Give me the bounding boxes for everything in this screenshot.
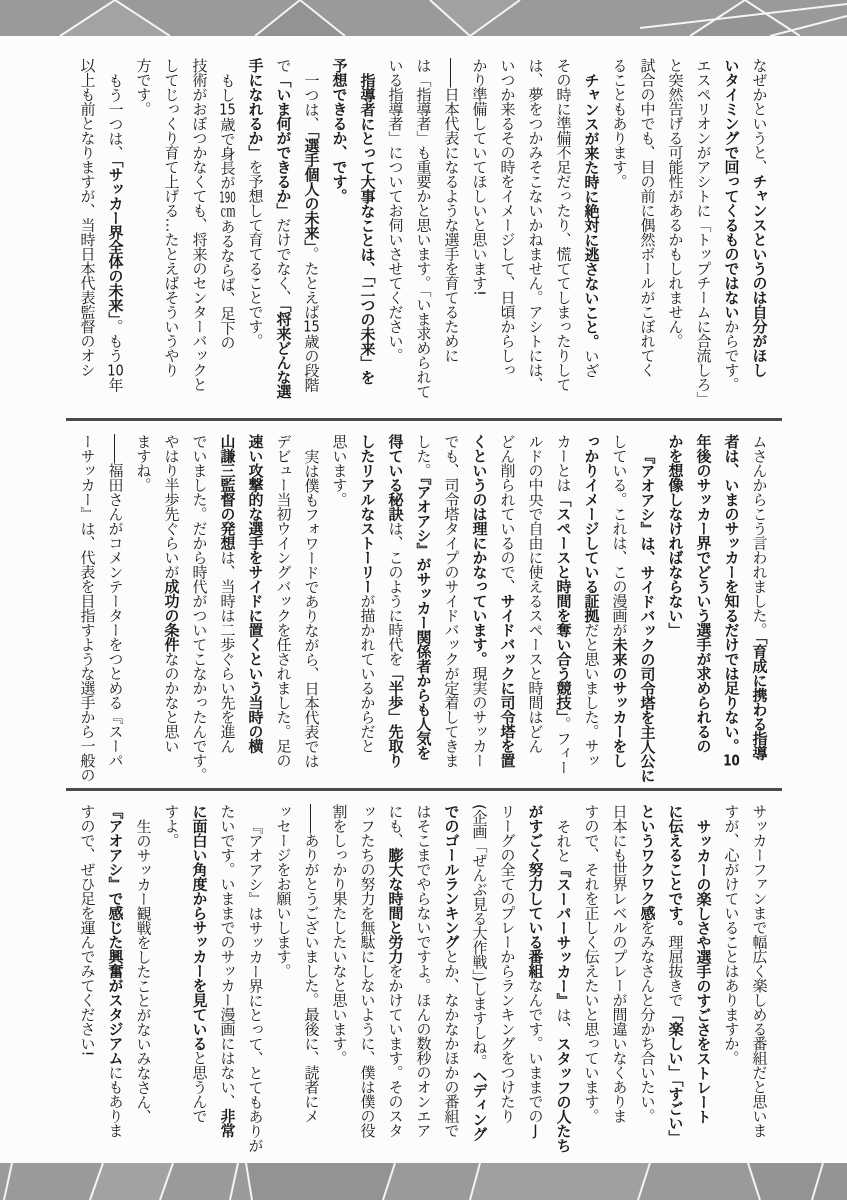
text-run: と思うんで [190,1050,209,1123]
text-run: 。フィー [554,716,573,775]
text-run: J [533,1123,538,1138]
answer-text-column [662,58,690,408]
answer-text-column [438,434,466,784]
text-run: でいました。だから時代がついてこなかったんです。 [190,434,209,782]
text-run: 『スーパーサッカー』 [554,862,573,1008]
text-run: いざ [582,348,601,378]
answer-text-column [606,434,634,784]
text-run: 「選手個人の未来」 [302,131,321,247]
text-run: かり準備していてほしいと思います! [470,58,489,296]
text-run: 試合の中でも、目の前に偶然ボールがこぼれてく [638,58,657,377]
text-run: でも、司令塔タイプのサイドバックが定着してきま [442,434,461,768]
text-run: 「スペースと時間を奪い合う競技」 [554,492,573,717]
text-run: チャンスが来た時に絶対に逃さないこと。 [582,73,601,349]
text-run: 実は僕もフォワードでありながら、日本代表では [302,449,321,768]
text-run: すよ。 [162,804,181,848]
text-run: 10 [107,362,124,378]
answer-text-column [130,434,158,784]
text-run: だと思いました。サッ [582,622,601,768]
text-run: してじっくり育て上げる…たとえばそういうやり [162,58,181,377]
text-run: をかけています。そのスタ [386,963,405,1138]
answer-text-column [186,58,214,408]
text-run: 山謙三監督の発想 [218,434,237,550]
text-run: ーサッカー』は、代表を目指すような選手から一般の [78,434,97,782]
text-run: 。たとえば [302,246,321,319]
text-run: 15 [303,319,320,334]
text-run: それと [554,819,573,863]
text-run: にも、 [386,804,405,848]
text-run: 歳で身長が [218,117,237,190]
answer-text-column [102,58,130,408]
text-run: 手になれるか」 [246,58,265,160]
answer-text-column [354,434,382,784]
text-run: 成功の条件 [162,579,181,652]
answer-text-column [522,58,550,408]
text-run: 『アオアシ』で感じた興奮がスタジアム [106,804,125,1065]
text-run: いつか来るその時をイメージして、日頃からしっ [498,58,517,377]
answer-text-column [690,58,718,408]
text-run: ――日本代表になるような選手を育てるために [442,58,461,363]
answer-text-column [550,58,578,408]
text-run: カーとは [554,434,573,492]
answer-text-column [550,434,578,784]
answer-text-column [298,58,326,408]
bottom-decorative-band [0,1163,847,1200]
text-run: 「いま何ができるか」 [274,72,293,218]
text-run: くというのは理にかなっています。 [470,434,489,666]
text-run: 生のサッカー観戦をしたことがないみなさん、 [134,819,153,1124]
text-run: ッセージをお願いします。 [274,804,293,978]
text-run: と突然告げる可能性があるかもしれません。 [666,58,685,348]
answer-text-column [606,58,634,408]
text-run: ムさんからこう言われました。 [750,434,769,637]
text-run: は、 [554,1007,573,1037]
text-run: 速い攻撃的な選手をサイドに置くという当時の横 [246,434,265,753]
interviewer-question-column [270,804,298,1154]
text-section-bottom [74,804,774,1154]
text-run: チャンスというのは自分がほし [750,174,769,377]
text-run: 10 [723,753,740,768]
answer-text-column [690,434,718,784]
interviewer-question-column [410,58,438,408]
text-run: すので、ぜひ足を運んでみてください! [78,804,97,1057]
text-run: 15 [219,102,236,117]
text-run: でのゴールランキング [442,804,461,949]
answer-text-column [522,804,550,1154]
answer-text-column [214,804,242,1154]
section-divider-1 [66,418,782,421]
text-run: 年後のサッカー界でどういう選手が求められるの [694,434,713,753]
answer-text-column [746,58,774,408]
text-run: は「指導者」も重要かと思います。「いま求められて [414,58,433,399]
text-run: とか、なかなかほかの番組で [442,949,461,1138]
answer-text-column [270,58,298,408]
text-run: 得ている秘訣 [386,434,405,521]
text-run: 膨大な時間と労力 [386,847,405,964]
text-section-top [74,58,774,408]
answer-text-column [578,58,606,408]
answer-text-column [494,434,522,784]
answer-text-column [410,804,438,1154]
text-run: ヘディング [470,1068,489,1141]
answer-text-column [634,58,662,408]
text-run: (企画「ぜんぶ見る大作戦」)しますしね。 [470,804,489,1069]
text-run: 一つは、 [302,73,321,131]
text-run: にもありま [106,1065,125,1138]
text-run: は、夢をつかみそこないかねません。アシトには、 [526,58,545,392]
top-decorative-band [0,0,847,36]
text-run: は、当時は二歩ぐらい先を進ん [218,550,237,753]
answer-text-column [326,804,354,1154]
text-run: 『アオアシ』はサッカー界にとって、とてもありが [246,819,265,1153]
text-run: はそこまでやらないですよ。ほんの数秒のオンエア [414,804,433,1138]
answer-text-column [494,804,522,1154]
answer-text-column [718,434,746,784]
answer-text-column [326,434,354,784]
text-run: 技術がおぼつかなくても、将来のセンターバックと [190,58,209,392]
text-run: 以上も前となりますが、当時日本代表監督のオシ [78,58,97,377]
text-run: サイドバックに司令塔を置 [498,593,517,768]
text-run: なんです。いままでの [526,978,545,1123]
text-run: 「楽しい」「すごい」 [666,1007,685,1145]
text-run: 「育成に携わる指導 [750,637,769,760]
text-run: に伝えることです。 [666,804,685,935]
answer-text-column [522,434,550,784]
answer-text-column [634,434,662,784]
answer-text-column [382,804,410,1154]
text-run: どん削られているので、 [498,434,517,594]
interviewer-question-column [746,804,774,1154]
answer-text-column [74,804,102,1154]
text-run: 予想できるか、です。 [330,58,349,203]
text-run: 日本にも世界レベルのプレーが間違いなくありま [610,804,629,1123]
text-run: 未来のサッカーをし [610,637,629,768]
text-run: かを想像しなければならない」 [666,434,685,637]
answer-text-column [102,804,130,1154]
answer-text-column [466,58,494,408]
text-run: なぜかというと、 [750,58,769,174]
answer-text-column [718,58,746,408]
answer-text-column [354,58,382,408]
text-run: 指導者にとって大事なことは、「二つの未来」を [358,73,377,385]
answer-text-column [270,434,298,784]
answer-text-column [242,804,270,1154]
text-run: サッカーファンまで幅広く楽しめる番組だと思いま [750,804,769,1138]
section-divider-2 [66,788,782,791]
answer-text-column [578,434,606,784]
answer-text-column [242,58,270,408]
text-run: を予想して育てることです。 [246,159,265,348]
text-run: 190 [219,189,236,205]
answer-text-column [130,804,158,1154]
text-run: ることもあります。 [610,58,629,189]
answer-text-column [550,804,578,1154]
text-run: 年 [106,377,125,392]
text-run: リーグの全てのプレーからランキングをつけたり [498,804,517,1123]
text-run: デビュー当初ウイングバックを任されました。足の [274,434,293,768]
text-run: 割をしっかり果たしたいなと思います。 [330,804,349,1065]
answer-text-column [690,804,718,1154]
text-run: からです。 [722,319,741,392]
text-section-middle [74,434,774,784]
answer-text-column [186,804,214,1154]
text-run: っかりイメージしている証拠 [582,434,601,623]
text-run: をみなさんと分かち合いたい。 [638,920,657,1123]
answer-text-column [466,804,494,1154]
text-run: いタイミングで回ってくるものではない [722,58,741,319]
text-run: した。 [414,434,433,478]
text-run: というワクワク感 [638,804,657,920]
text-run: 歳の段階 [302,334,321,392]
answer-text-column [74,58,102,408]
text-run: スタッフの人たち [554,1036,573,1153]
answer-text-column [494,58,522,408]
text-run: ――福田さんがコメンテーターをつとめる『スーパ [106,434,125,768]
text-run: ッフたちの努力を無駄にしないように、僕は僕の役 [358,804,377,1138]
interviewer-question-column [74,434,102,784]
text-run: 理屈抜きで [666,934,685,1007]
answer-text-column [130,58,158,408]
text-run: エスペリオンがアシトに「トップチームに合流しろ」 [694,58,713,406]
text-run: すので、それを正しく伝えたいと思っています。 [582,804,601,1123]
text-run: やはり半歩先ぐらいが [162,434,181,579]
text-run: たいです。いままでのサッカー漫画にはない、 [218,804,237,1109]
answer-text-column [298,434,326,784]
text-run: いる指導者」についてお伺いさせてください。 [386,58,405,363]
answer-text-column [158,804,186,1154]
text-run: もう一つは、 [106,73,125,160]
text-run: 。もう [106,319,125,363]
text-run: 者は、いまのサッカーを知るだけでは足りない。 [722,434,741,753]
text-run: がすごく努力している番組 [526,804,545,978]
answer-text-column [326,58,354,408]
text-run: は、このように時代を [386,521,405,666]
answer-text-column [578,804,606,1154]
interviewer-question-column [298,804,326,1154]
interviewer-question-column [718,804,746,1154]
answer-text-column [158,434,186,784]
text-run: サッカーの楽しさや選手のすごさをストレート [694,819,713,1124]
answer-text-column [662,804,690,1154]
text-run: 思います。 [330,434,349,507]
text-run: 非常 [218,1108,237,1138]
answer-text-column [214,58,242,408]
text-run: ますね。 [134,434,153,492]
answer-text-column [634,804,662,1154]
text-run: だけでなく、 [274,217,293,305]
text-run: ――ありがとうございました。最後に、読者にメ [302,804,321,1123]
text-run: している。これは、この漫画が [610,434,629,637]
text-run: 『アオアシ』がサッカー関係者からも人気を [414,477,433,760]
answer-text-column [466,434,494,784]
text-run: したリアルなストーリー [358,434,377,594]
text-run: なのかなと思い [162,651,181,753]
text-run: 「将来どんな選 [274,304,293,399]
text-run: その時に準備不足だったり、慌ててしまったりして [554,58,573,392]
text-run: ルドの中央で自由に使えるスペースと時間はどん [526,434,545,753]
interviewer-question-column [438,58,466,408]
text-run: 方です。 [134,58,153,116]
text-run: もし [218,73,237,102]
text-run: 「半歩」先取り [386,666,405,768]
text-run: 現実のサッカー [470,666,489,768]
text-run: すが、心がけていることはありますか。 [722,804,741,1065]
text-run: で [274,58,293,73]
answer-text-column [662,434,690,784]
answer-text-column [746,434,774,784]
answer-text-column [606,804,634,1154]
answer-text-column [158,58,186,408]
text-run: 『アオアシ』は、サイドバックの司令塔を主人公に [638,449,657,783]
text-run: ㎝あるならば、足下の [218,204,237,350]
answer-text-column [186,434,214,784]
text-run: 「サッカー界全体の未来」 [106,160,125,319]
answer-text-column [410,434,438,784]
text-run: に面白い角度からサッカーを見ている [190,804,209,1051]
text-run: が描かれているからだと [358,593,377,753]
answer-text-column [438,804,466,1154]
answer-text-column [214,434,242,784]
interviewer-question-column [102,434,130,784]
answer-text-column [354,804,382,1154]
interviewer-question-column [382,58,410,408]
answer-text-column [242,434,270,784]
answer-text-column [382,434,410,784]
